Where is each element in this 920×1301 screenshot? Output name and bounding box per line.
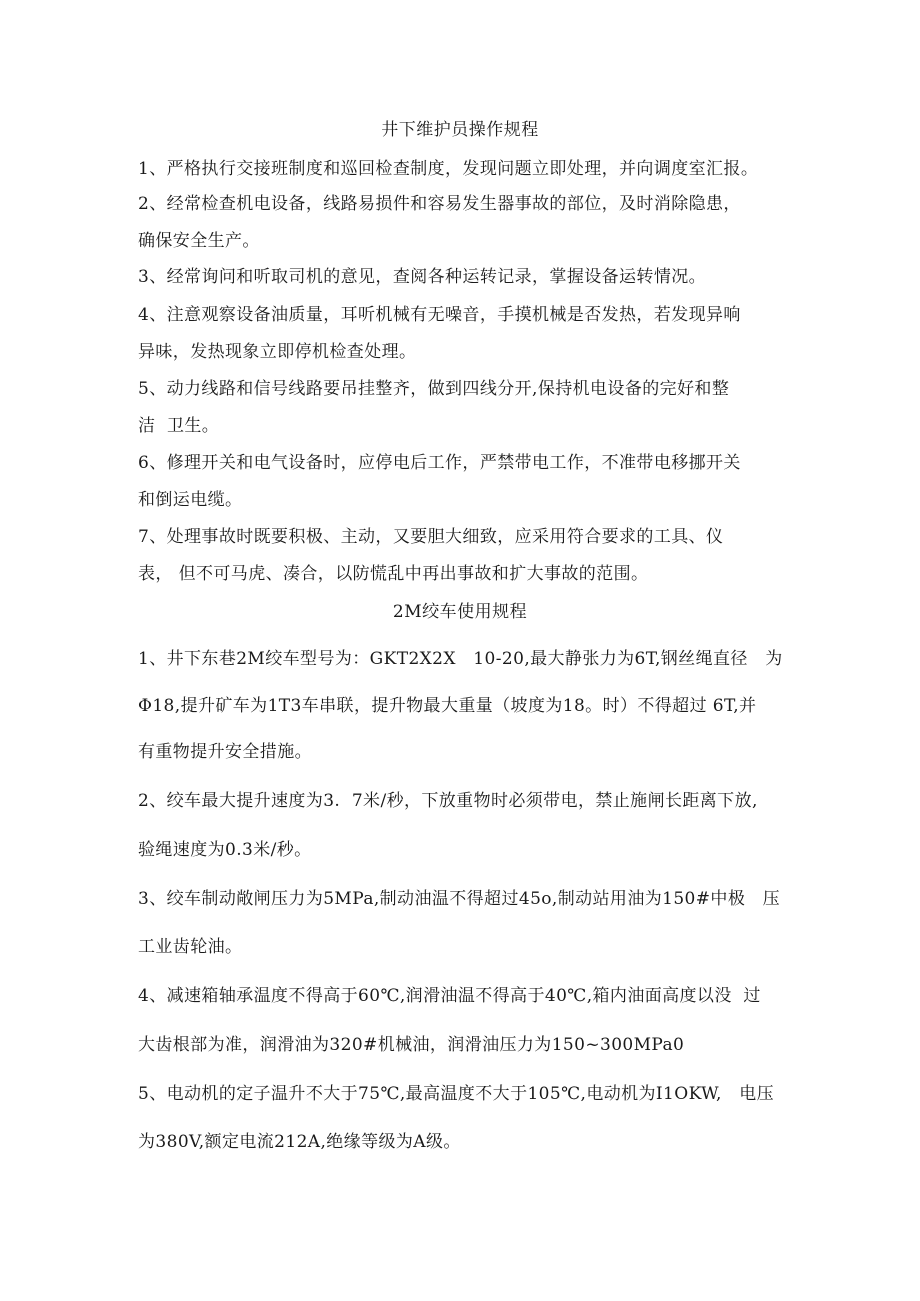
section-2-line: 验绳速度为0.3米/秒。 [138,840,312,860]
section-2-line: 为380V,额定电流212A,绝缘等级为A级。 [138,1132,461,1152]
section-1-line: 4、注意观察设备油质量，耳听机械有无噪音，手摸机械是否发热，若发现异响 [138,305,741,325]
section-1-line: 2、经常检查机电设备，线路易损件和容易发生器事故的部位，及时消除隐患， [138,194,741,214]
section-1-line: 6、修理开关和电气设备时，应停电后工作，严禁带电工作，不准带电移挪开关 [138,453,741,473]
section-1-title: 井下维护员操作规程 [381,120,539,140]
section-2-line: 1、井下东巷2M绞车型号为：GKT2X2X 10-20,最大静张力为6T,钢丝绳直径 为 [138,649,783,669]
section-2-line: 2、绞车最大提升速度为3. 7米/秒，下放重物时必须带电，禁止施闸长距离下放, [138,791,758,811]
section-1-line: 表， 但不可马虎、凑合，以防慌乱中再出事故和扩大事故的范围。 [138,564,649,584]
section-1-line: 异味，发热现象立即停机检查处理。 [138,342,417,362]
section-2-line: Φ18,提升矿车为1T3车串联，提升物最大重量（坡度为18。时）不得超过 6T,并 [138,696,757,716]
section-1-line: 确保安全生产。 [138,231,260,251]
section-1-line: 和倒运电缆。 [138,490,243,510]
section-2-line: 工业齿轮油。 [138,937,243,957]
section-2-line: 大齿根部为准，润滑油为320#机械油，润滑油压力为150~300MPa0 [138,1035,685,1055]
section-1-line: 3、经常询问和听取司机的意见，查阅各种运转记录，掌握设备运转情况。 [138,267,707,287]
section-2-title: 2M绞车使用规程 [392,602,528,622]
section-1-line: 洁 卫生。 [138,416,220,436]
section-1-line: 5、动力线路和信号线路要吊挂整齐，做到四线分开,保持机电设备的完好和整 [138,379,730,399]
section-2-line: 5、电动机的定子温升不大于75℃,最高温度不大于105℃,电动机为I1OKW, 电压 [138,1084,775,1104]
section-2-line: 有重物提升安全措施。 [138,742,312,762]
section-1-line: 1、严格执行交接班制度和巡回检查制度，发现问题立即处理，并向调度室汇报。 [138,159,759,179]
section-2-line: 4、减速箱轴承温度不得高于60℃,润滑油温不得高于40℃,箱内油面高度以没 过 [138,986,761,1006]
section-1-line: 7、处理事故时既要积极、主动，又要胆大细致，应采用符合要求的工具、仪 [138,527,724,547]
section-2-line: 3、绞车制动敞闸压力为5MPa,制动油温不得超过45o,制动站用油为150#中极 压 [138,889,781,909]
